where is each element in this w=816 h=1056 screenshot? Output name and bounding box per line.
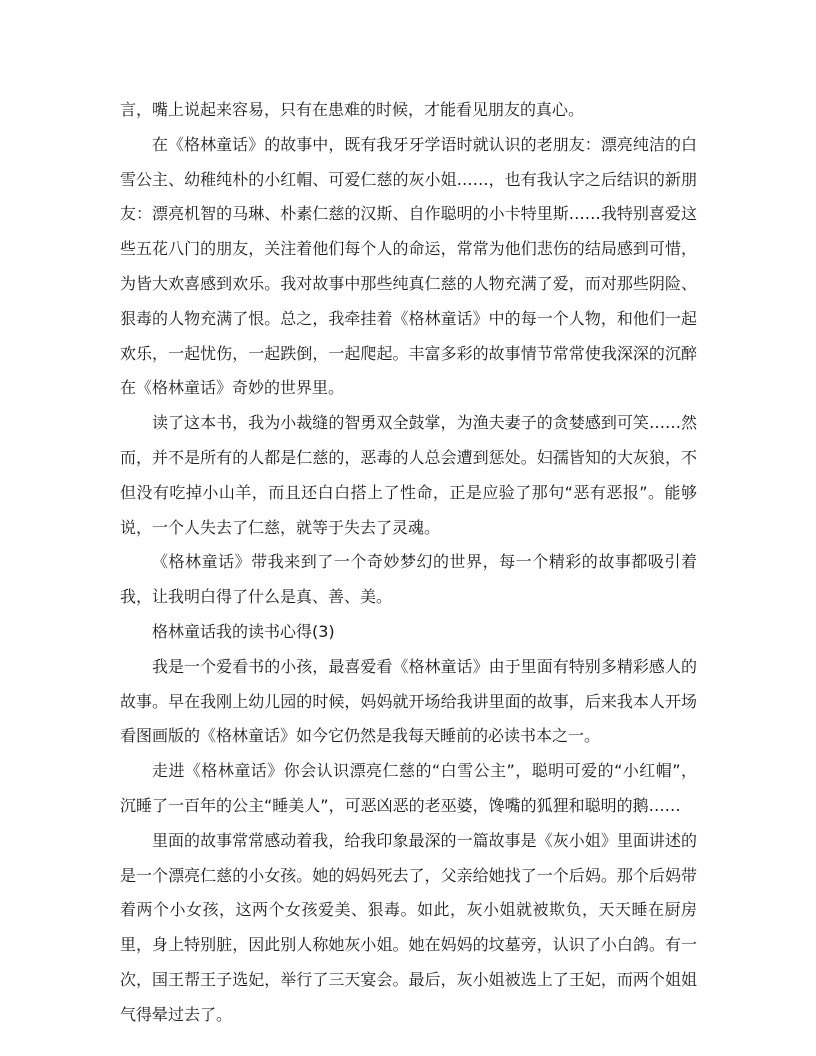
paragraph-truth-goodness-beauty: 《格林童话》带我来到了一个奇妙梦幻的世界，每一个精彩的故事都吸引着我，让我明白得了什么是真、善、美。 bbox=[120, 552, 697, 607]
paragraph-grimm-friends: 在《格林童话》的故事中，既有我牙牙学语时就认识的老朋友：漂亮纯洁的白雪公主、幼稚纯朴的小红帽、可爱仁慈的灰小姐……，也有我认字之后结识的新朋友：漂亮机智的马琳、朴素仁慈的汉斯、自作聪明的小卡特里斯……我特别喜爱这些五花八门的朋友，关注着他们每个人的命运，常常为他们悲伤的结局感到可惜，为皆大欢喜感到欢乐。我对故事中那些纯真仁慈的人物充满了爱，而对那些阴险、狠毒的人物充满了恨。总之，我牵挂着《格林童话》中的每一个人物，和他们一起欢乐，一起忧伤，一起跌倒，一起爬起。丰富多彩的故事情节常常使我深深的沉醉在《格林童话》奇妙的世界里。 bbox=[120, 134, 697, 398]
paragraph-characters: 走进《格林童话》你会认识漂亮仁慈的“白雪公主”，聪明可爱的“小红帽”，沉睡了一百年的公主“睡美人”，可恶凶恶的老巫婆，馋嘴的狐狸和聪明的鹅…… bbox=[120, 761, 697, 815]
paragraph-cinderella: 里面的故事常常感动着我，给我印象最深的一篇故事是《灰小姐》里面讲述的是一个漂亮仁慈的小女孩。她的妈妈死去了，父亲给她找了一个后妈。那个后妈带着两个小女孩，这两个女孩爱美、狠毒。如此，灰小姐就被欺负，天天睡在厨房里，身上特别脏，因此别人称她灰小姐。她在妈妈的坟墓旁，认识了小白鸽。有一次，国王帮王子选妃，举行了三天宴会。最后，灰小姐被选上了王妃，而两个姐姐气得晕过去了。 bbox=[120, 830, 697, 1024]
paragraph-love-reading: 我是一个爱看书的小孩，最喜爱看《格林童话》由于里面有特别多精彩感人的故事。早在我刚上幼儿园的时候，妈妈就开场给我讲里面的故事，后来我本人开场看图画版的《格林童话》如今它仍然是我每天睡前的必读书本之一。 bbox=[120, 656, 697, 746]
paragraph-continuation: 言，嘴上说起来容易，只有在患难的时候，才能看见朋友的真心。 bbox=[120, 100, 585, 119]
section-heading: 格林童话我的读书心得(3) bbox=[152, 621, 335, 641]
document-page bbox=[120, 93, 697, 1033]
paragraph-good-and-evil: 读了这本书，我为小裁缝的智勇双全鼓掌，为渔夫妻子的贪婪感到可笑……然而，并不是所有的人都是仁慈的，恶毒的人总会遭到惩处。妇孺皆知的大灰狼，不但没有吃掉小山羊，而且还白白搭上了性命，正是应验了那句“恶有恶报”。能够说，一个人失去了仁慈，就等于失去了灵魂。 bbox=[120, 413, 697, 537]
